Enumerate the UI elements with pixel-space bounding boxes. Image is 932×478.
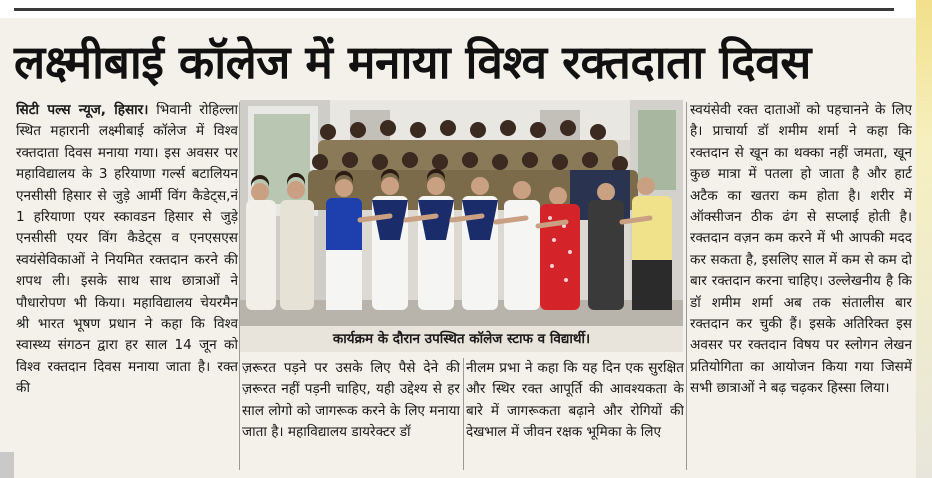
headline: लक्ष्मीबाई कॉलेज में मनाया विश्व रक्तदाता दिवस [14, 35, 811, 89]
column-divider [686, 102, 687, 470]
article-column-1 [16, 100, 238, 472]
column-1-text: भिवानी रोहिल्ला स्थित महारानी लक्ष्मीबाई कॉलेज में विश्व रक्तदाता दिवस मनाया गया। इस अवसर पर महाविद्यालय के 3 हरियाणा गर्ल्स बटालियन एनसीसी हिसार से जुड़े आर्मी विंग कैडेट्स,नं 1 हरियाणा एयर स्कावडन हिसार से जुड़े एनसीसी एयर विंग कैडेट्स व एनएसएस स्वयंसेविकाओं ने नियमित रक्तदान करने की शपथ ली। इसके साथ साथ छात्राओं ने पौधारोपण भी किया। महाविद्यालय चेयरमैन श्री भारत भूषण प्रधान ने कहा कि विश्व स्वास्थ्य संगठन द्वारा हर साल 14 जून को विश्व रक्तदान दिवस मनाया जाता है। रक्त की [16, 102, 238, 397]
event-photo [240, 100, 683, 326]
top-rule [14, 8, 894, 11]
article-column-2: ज़रूरत पड़ने पर उसके लिए पैसे देने की ज़रूरत नहीं पड़नी चाहिए, यही उद्देश्य से हर साल लोगो को जागरूक करने के लिए मनाया जाता है। महाविद्यालय डायरेक्टर डॉ [242, 360, 460, 441]
group-photo-illustration [240, 100, 683, 326]
column-divider [463, 358, 464, 470]
byline: सिटी पल्स न्यूज, हिसार। [16, 102, 149, 118]
page-edge [916, 0, 932, 478]
scan-edge [0, 452, 14, 478]
article-column-3: नीलम प्रभा ने कहा कि यह दिन एक सुरक्षित और स्थिर रक्त आपूर्ति की आवश्यकता के बारे में जागरूकता बढ़ाने और रोगियों की देखभाल में जीवन रक्षक भूमिका के लिए [466, 360, 684, 441]
article-column-4: स्वयंसेवी रक्त दाताओं को पहचानने के लिए है। प्राचार्या डॉ शमीम शर्मा ने कहा कि रक्तदान से खून का थक्का नहीं जमता, खून कुछ मात्रा में पतला हो जाता है और हार्ट अटैक का खतरा कम होता है। शरीर में ऑक्सीजन ठीक ढंग से सप्लाई होती है। रक्तदान वज़न कम करने में भी आपकी मदद कर सकता है, इसलिए साल में कम से कम दो बार रक्तदान करना चाहिए। उल्लेखनीय है कि डॉ शमीम शर्मा अब तक संतालीस बार रक्तदान कर चुकी हैं। इसके अतिरिक्त इस अवसर पर रक्तदान विषय पर स्लोगन लेखन प्रतियोगिता का आयोजन किया गया जिसमें सभी छात्राओं ने बढ़ चढ़कर हिस्सा लिया। [690, 102, 912, 397]
photo-caption: कार्यक्रम के दौरान उपस्थित कॉलेज स्टाफ व विद्यार्थी। [240, 326, 683, 352]
